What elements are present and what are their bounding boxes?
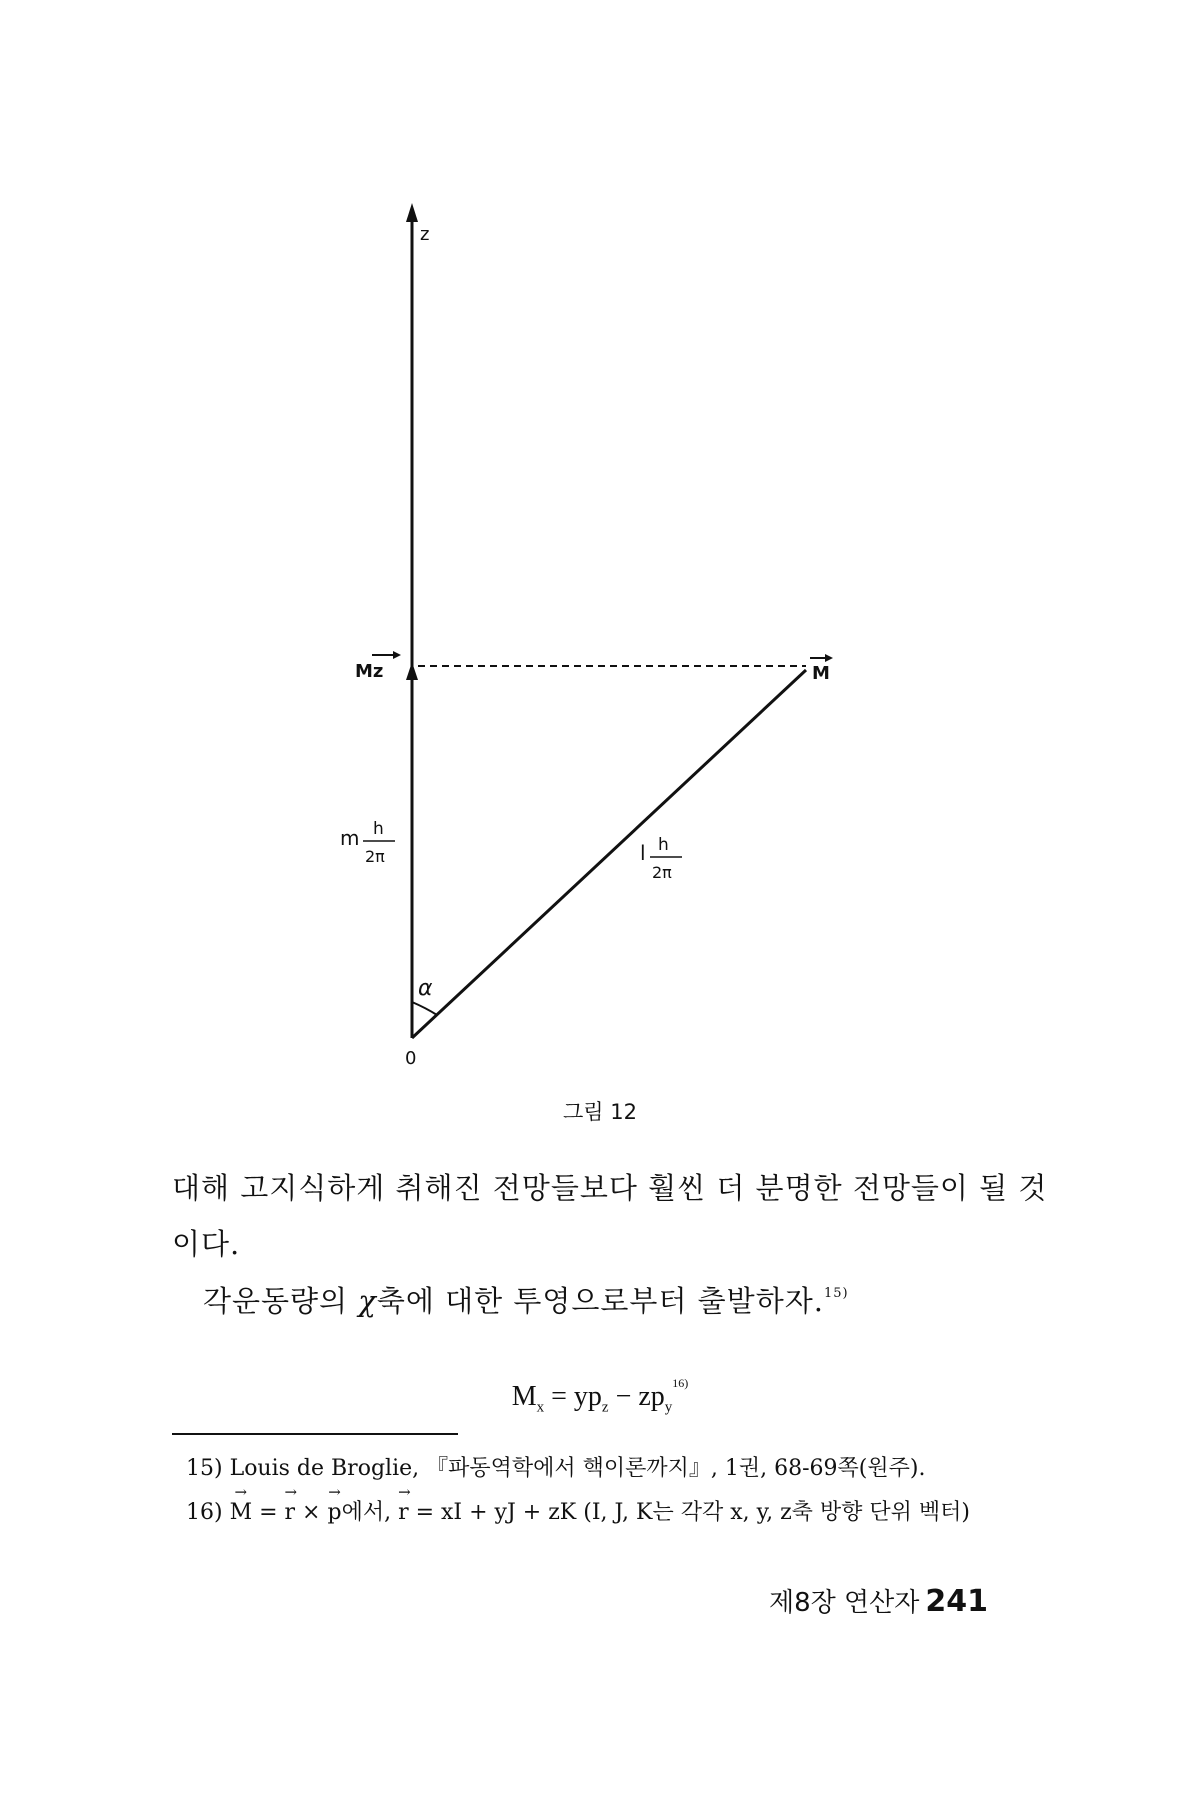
m-vector <box>412 670 806 1038</box>
l-fraction-denominator: 2π <box>652 863 672 882</box>
vector-p: → p <box>327 1500 341 1525</box>
eq-lhs: M <box>511 1381 537 1412</box>
eq-term1-sub: z <box>601 1399 609 1416</box>
footnote-16-number: 16) <box>186 1500 223 1525</box>
vector-r-2: → r <box>398 1500 409 1525</box>
footnote-divider <box>172 1433 458 1435</box>
body-line-3 <box>203 1279 849 1320</box>
m-label: M <box>812 663 830 684</box>
footnote-16-times: × <box>295 1500 328 1525</box>
vector-m: → M <box>230 1500 253 1525</box>
eq-minus: − <box>608 1381 639 1412</box>
footnote-15-text: Louis de Broglie, 『파동역학에서 핵이론까지』, 1권, 68-69쪽(원주). <box>229 1456 926 1481</box>
eq-lhs-sub: x <box>536 1399 545 1416</box>
footnote-16-mid: 에서, <box>341 1500 399 1525</box>
line3-text-after: 축에 대한 투영으로부터 출발하자. <box>376 1284 824 1318</box>
body-line-2: 이다. <box>172 1227 241 1261</box>
z-axis-label: z <box>420 224 430 245</box>
eq-term1: yp <box>573 1381 602 1412</box>
footnote-15 <box>186 1451 925 1482</box>
figure-caption: 그림 12 <box>563 1100 637 1124</box>
m-coefficient-label: m <box>340 826 360 850</box>
mz-arrowhead <box>406 662 418 680</box>
footnote-16-eq: = <box>252 1500 285 1525</box>
page-number: 241 <box>925 1584 988 1619</box>
origin-label: 0 <box>405 1048 417 1069</box>
page-footer <box>769 1582 988 1619</box>
eq-term2-sub: y <box>664 1399 673 1416</box>
mz-label-arrowhead <box>393 651 401 659</box>
alpha-angle-arc <box>412 1002 437 1015</box>
m-fraction-numerator: h <box>373 819 384 839</box>
m-fraction-denominator: 2π <box>365 847 385 866</box>
line3-text-before: 각운동량의 <box>203 1284 359 1318</box>
eq-equals: = <box>544 1381 574 1412</box>
footnote-16 <box>186 1495 970 1526</box>
body-line-1: 대해 고지식하게 취해진 전망들보다 훨씬 더 분명한 전망들이 될 것 <box>172 1171 1048 1205</box>
l-fraction-numerator: h <box>658 835 669 855</box>
footnote-ref-15: 15) <box>823 1286 849 1301</box>
vector-r: → r <box>285 1500 296 1525</box>
alpha-label: α <box>418 976 433 1001</box>
footnote-15-number: 15) <box>186 1456 223 1481</box>
eq-term2: zp <box>638 1381 665 1412</box>
footnote-ref-16: 16) <box>672 1376 689 1390</box>
z-axis-arrowhead <box>406 203 418 222</box>
chi-symbol: χ <box>358 1284 377 1318</box>
l-coefficient-label: l <box>640 841 646 865</box>
chapter-title: 제8장 연산자 <box>768 1588 920 1618</box>
mz-label: Mz <box>355 661 384 682</box>
m-label-arrowhead <box>825 654 833 662</box>
footnote-16-rest: = xI + yJ + zK (I, J, K는 각각 x, y, z축 방향 단위 벡터) <box>408 1500 970 1525</box>
equation-mx <box>0 1376 1200 1417</box>
